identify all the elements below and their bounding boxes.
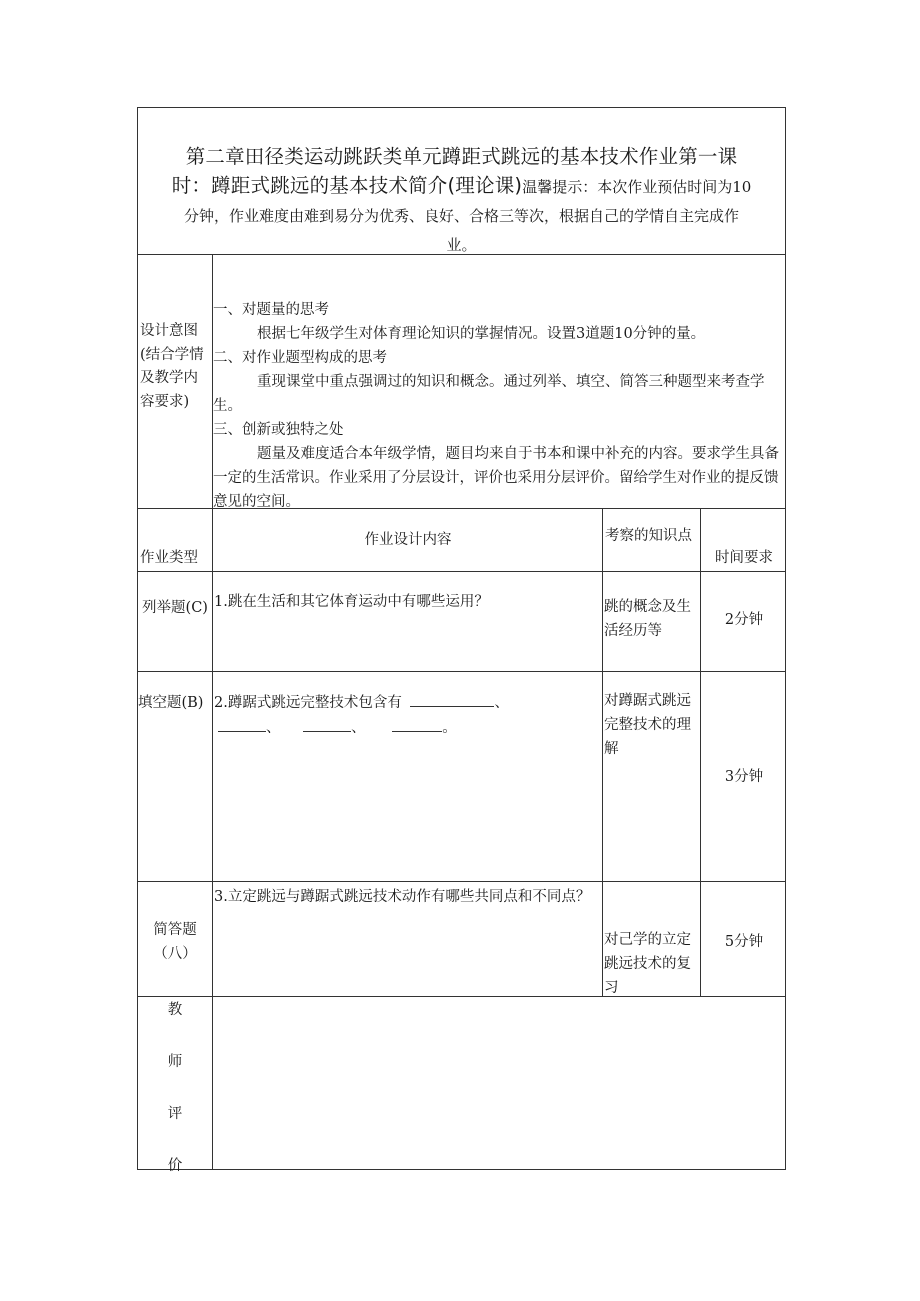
row-2-knowledge: 对蹲踞式跳远完整技术的理解	[604, 693, 691, 757]
answer-blank-1[interactable]	[410, 692, 494, 707]
tip-text: 温馨提示：本次作业预估时间为10	[522, 178, 752, 196]
row-3-knowledge: 对己学的立定跳远技术的复习	[604, 932, 691, 996]
page-title	[138, 108, 785, 254]
header-content: 作业设计内容	[364, 532, 452, 548]
row-3-time: 5分钟	[724, 934, 764, 950]
paragraph-question-amount: 根据七年级学生对体育理论知识的掌握情况。设置3道题10分钟的量。	[257, 326, 706, 342]
tip-text-cont: 分钟，作业难度由难到易分为优秀、良好、合格三等次，根据自己的学情自主完成作	[183, 207, 739, 225]
heading-question-types: 二、对作业题型构成的思考	[213, 350, 387, 366]
eval-char: 教	[167, 1002, 183, 1018]
eval-char: 师	[167, 1054, 183, 1070]
teacher-evaluation-label	[138, 998, 212, 1206]
row-1-time: 2分钟	[724, 612, 764, 628]
design-intent-label: 设计意图(结合学情及教学内容要求)	[140, 323, 204, 410]
divider	[138, 671, 785, 672]
answer-blank-3[interactable]	[303, 717, 351, 732]
row-1-knowledge: 跳的概念及生活经历等	[604, 599, 691, 639]
row-2-type: 填空题(B)	[138, 695, 204, 711]
header-time: 时间要求	[715, 550, 773, 566]
header-knowledge: 考察的知识点	[605, 528, 692, 544]
divider	[138, 571, 785, 572]
heading-innovation: 三、创新或独特之处	[213, 422, 344, 438]
divider	[602, 508, 603, 996]
row-1-question: 1.跳在生活和其它体育运动中有哪些运用？	[214, 594, 489, 610]
header-type: 作业类型	[140, 550, 198, 566]
eval-char: 价	[167, 1158, 183, 1174]
answer-blank-2[interactable]	[218, 717, 266, 732]
eval-char: 评	[167, 1106, 183, 1122]
row-1-type: 列举题(C)	[142, 600, 208, 616]
homework-sheet	[137, 107, 786, 1174]
tip-text-end: 业。	[446, 236, 477, 254]
row-2-question	[214, 691, 604, 741]
row-2-time: 3分钟	[724, 769, 764, 785]
answer-blank-4[interactable]	[392, 717, 442, 732]
paragraph-innovation: 题量及难度适合本年级学情，题目均来自于书本和课中补充的内容。要求学生具备一定的生活常识。作业采用了分层设计，评价也采用分层评价。留给学生对作业的提反馈意见的空间。	[213, 446, 779, 510]
title-line-1: 第二章田径类运动跳跃类单元蹲距式跳远的基本技术作业第一课	[185, 145, 738, 168]
separator: 、	[494, 695, 509, 711]
heading-question-amount: 一、对题量的思考	[213, 302, 329, 318]
divider	[138, 881, 785, 882]
divider	[700, 508, 701, 996]
row-3-question: 3.立定跳远与蹲踞式跳远技术动作有哪些共同点和不同点？	[214, 889, 591, 905]
period: 。	[442, 720, 457, 736]
separator: 、	[351, 720, 366, 736]
title-line-2: 时：蹲距式跳远的基本技术简介(理论课)	[171, 174, 523, 197]
row-3-type: 简答题（八）	[153, 922, 197, 962]
divider	[138, 254, 785, 255]
paragraph-question-types: 重现课堂中重点强调过的知识和概念。通过列举、填空、简答三种题型来考查学生。	[213, 374, 765, 414]
teacher-evaluation-area[interactable]	[213, 997, 785, 1169]
row-2-question-text: 2.蹲踞式跳远完整技术包含有	[214, 695, 402, 711]
separator: 、	[266, 720, 281, 736]
design-intent-content	[213, 298, 785, 514]
